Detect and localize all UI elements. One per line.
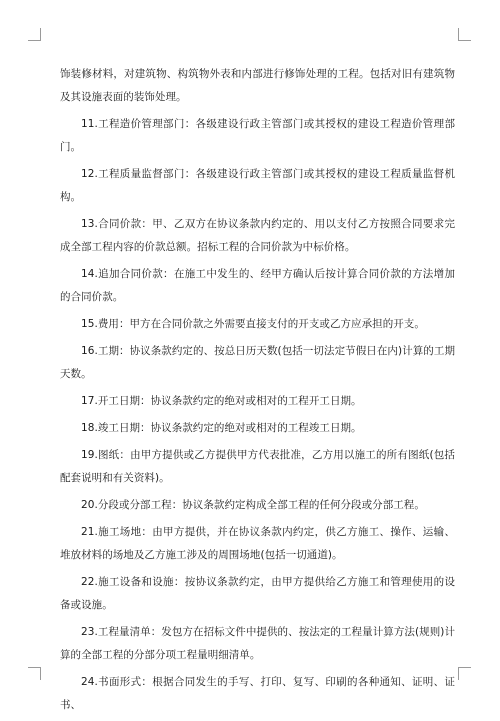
document-body	[60, 63, 455, 721]
paragraph-item-18: 18.竣工日期：协议条款约定的绝对或相对的工程竣工日期。	[81, 422, 362, 434]
paragraph-item-11: 11.工程造价管理部门：各级建设行政主管部门或其授权的建设工程造价管理部门。	[60, 118, 455, 153]
paragraph-item-22: 22.施工设备和设施：按协议条款约定，由甲方提供给乙方施工和管理使用的设备或设施。	[60, 576, 455, 611]
paragraph-item-20: 20.分段或分部工程：协议条款约定构成全部工程的任何分段或分部工程。	[81, 499, 425, 511]
paragraph-item-17: 17.开工日期：协议条款约定的绝对或相对的工程开工日期。	[81, 395, 362, 407]
crop-mark-top-left	[28, 28, 41, 41]
paragraph-item-21: 21.施工场地：由甲方提供，并在协议条款内约定，供乙方施工、操作、运输、堆放材料的场地及乙方施工涉及的周围场地(包括一切通道)。	[60, 526, 455, 561]
paragraph-item-13: 13.合同价款：甲、乙双方在协议条款内约定的、用以支付乙方按照合同要求完成全部工程内容的价款总额。招标工程的合同价款为中标价格。	[60, 218, 455, 253]
crop-mark-top-right	[458, 28, 471, 41]
paragraph-continuation: 饰装修材料，对建筑物、构筑物外表和内部进行修饰处理的工程。包括对旧有建筑物及其设施表面的装饰处理。	[60, 68, 455, 103]
paragraph-item-23: 23.工程量清单：发包方在招标文件中提供的、按法定的工程量计算方法(规则)计算的全部工程的分部分项工程量明细清单。	[60, 626, 455, 661]
crop-mark-bottom-left	[28, 667, 41, 680]
paragraph-item-12: 12.工程质量监督部门：各级建设行政主管部门或其授权的建设工程质量监督机构。	[60, 168, 455, 203]
paragraph-item-24: 24.书面形式：根据合同发生的手写、打印、复写、印刷的各种通知、证明、证书、	[60, 676, 455, 711]
crop-mark-bottom-right	[458, 667, 471, 680]
paragraph-item-14: 14.追加合同价款：在施工中发生的、经甲方确认后按计算合同价款的方法增加的合同价款。	[60, 268, 455, 303]
paragraph-item-16: 16.工期：协议条款约定的、按总日历天数(包括一切法定节假日在内)计算的工期天数。	[60, 345, 455, 380]
paragraph-item-15: 15.费用：甲方在合同价款之外需要直接支付的开支或乙方应承担的开支。	[81, 318, 425, 330]
paragraph-item-19: 19.图纸：由甲方提供或乙方提供甲方代表批准，乙方用以施工的所有图纸(包括配套说明和有关资料)。	[60, 449, 455, 484]
